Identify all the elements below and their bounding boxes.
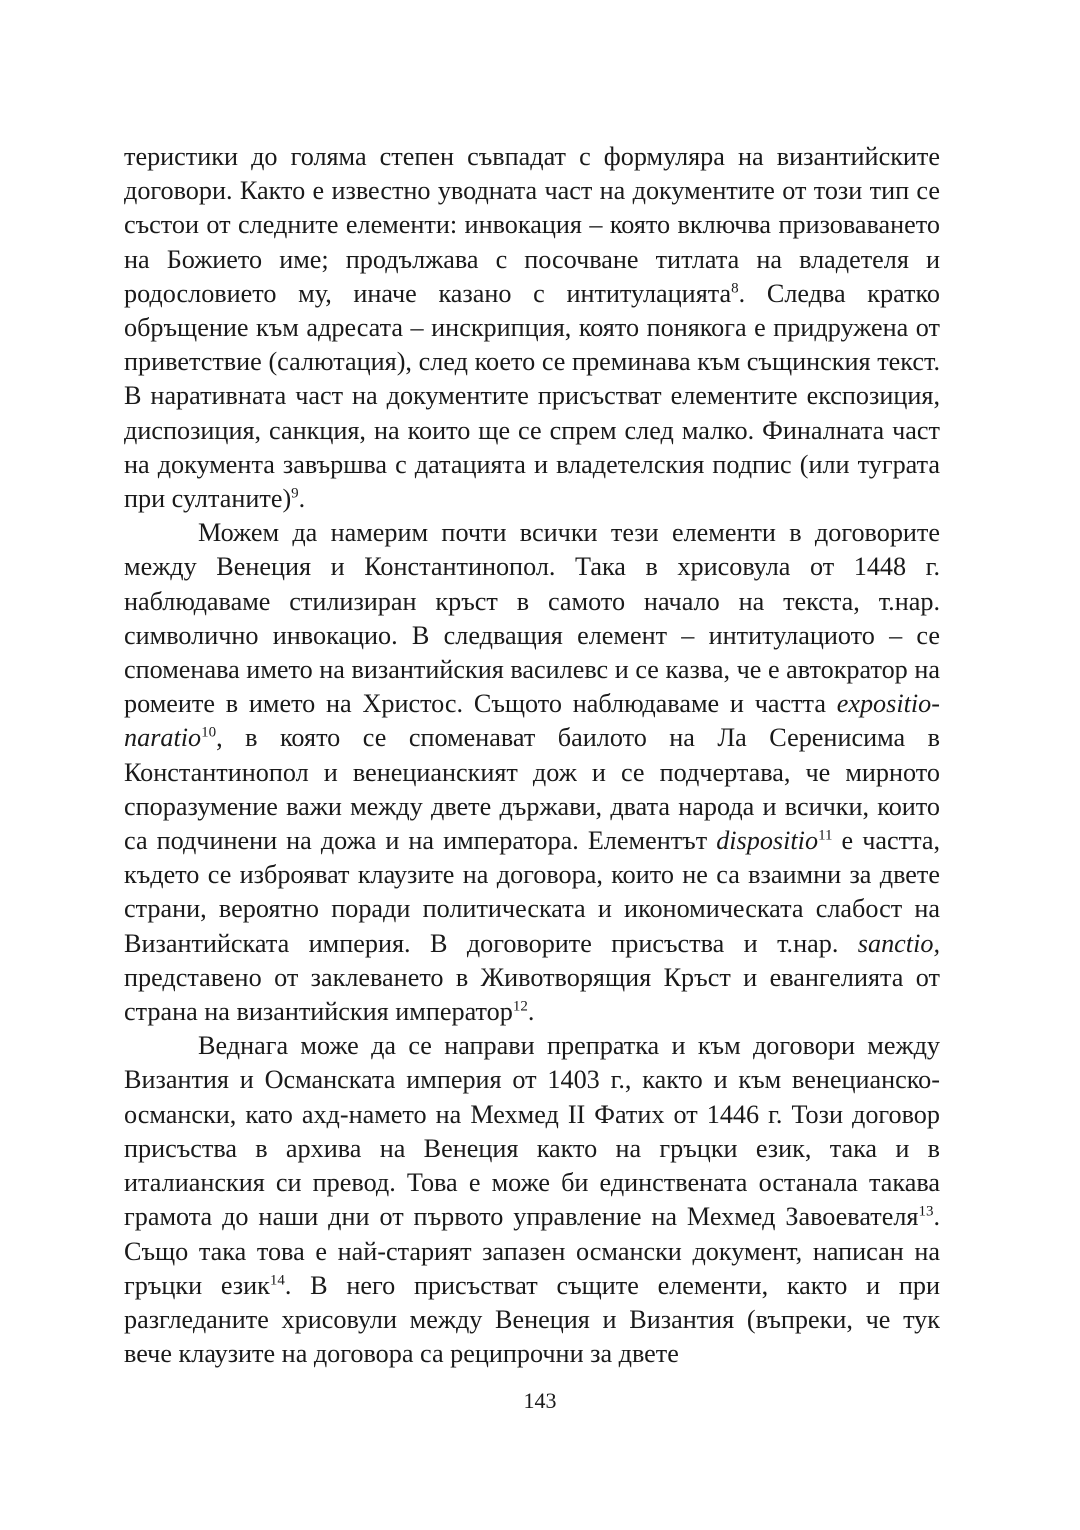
text-run: . (298, 484, 306, 514)
footnote-ref-10[interactable]: 10 (201, 724, 217, 741)
paragraph-1 (124, 140, 940, 516)
page-body (124, 140, 940, 1371)
latin-term-expositio: expositio-naratio (124, 689, 940, 753)
text-run: . Също така това е най-старият запазен османски документ, написан на гръцки език (124, 1202, 940, 1300)
paragraph-3 (124, 1029, 940, 1371)
text-run: теристики до голяма степен съвпадат с формуляра на византийските договори. Както е известно уводната част на документите от този тип се състои от следните елементи: инвокация – която включва призоваването на Божието име; продължава с посочване титлата на владетеля и родословието му, иначе казано с интитулацията (124, 142, 940, 308)
footnote-ref-14[interactable]: 14 (269, 1271, 285, 1288)
text-run: Можем да намерим почти всички тези елементи в договорите между Венеция и Константинопол. Така в хрисовула от 1448 г. наблюдаваме стилизиран кръст в самото начало на текста, т.нар. символично инвокацио. В следващия елемент – интитулациото – се споменава името на византийския василевс и се казва, че е автократор на ромеите в името на Христос. Същото наблюдаваме и частта (124, 518, 940, 719)
text-run: е частта, където се изброяват клаузите на договора, които не са взаимни за двете страни, вероятно поради политическата и икономическата слабост на Византийската империя. В договорите присъства и т.нар. (124, 826, 940, 958)
text-run: . В него присъстват същите елементи, както и при разгледаните хрисовули между Венеция и Византия (въпреки, че тук вече клаузите на договора са реципрочни за двете (124, 1270, 940, 1369)
latin-term-sanctio: sanctio, (857, 928, 940, 958)
footnote-ref-12[interactable]: 12 (512, 998, 528, 1015)
page-number: 143 (523, 1388, 557, 1413)
footnote-ref-11[interactable]: 11 (818, 827, 833, 844)
latin-term-dispositio: dispositio (716, 826, 819, 856)
text-run: представено от заклеването в Животворящия Кръст и евангелията от страна на византийския император (124, 962, 940, 1027)
footnote-ref-13[interactable]: 13 (918, 1203, 934, 1220)
text-run: , в която се споменават баилото на Ла Серенисима в Константинопол и венецианският дож и се подчертава, че мирното споразумение важи между двете държави, двата народа и всички, които са подчинени на дожа и на императора. Елементът (124, 723, 940, 856)
footnote-ref-8[interactable]: 8 (731, 280, 739, 297)
paragraph-2 (124, 516, 940, 1029)
text-run: Веднага може да се направи препратка и към договори между Византия и Османската империя от 1403 г., както и към венецианско-османски, като ахд-намето на Мехмед II Фатих от 1446 г. Този договор присъства в архива на Венеция както на гръцки език, така и в италианския си превод. Това е може би единствената останала такава грамота до наши дни от първото управление на Мехмед Завоевателя (124, 1031, 940, 1232)
text-run: . (527, 997, 535, 1027)
text-run: . Следва кратко обръщение към адресата – инскрипция, която понякога е придружена от приветствие (салютация), след което се преминава към същинския текст. В наративната част на документите присъстват елементите експозиция, диспозиция, санкция, на които ще се спрем след малко. Финалната част на документа завършва с датацията и владетелския подпис (или туграта при султаните) (124, 278, 940, 514)
footnote-ref-9[interactable]: 9 (291, 485, 299, 502)
